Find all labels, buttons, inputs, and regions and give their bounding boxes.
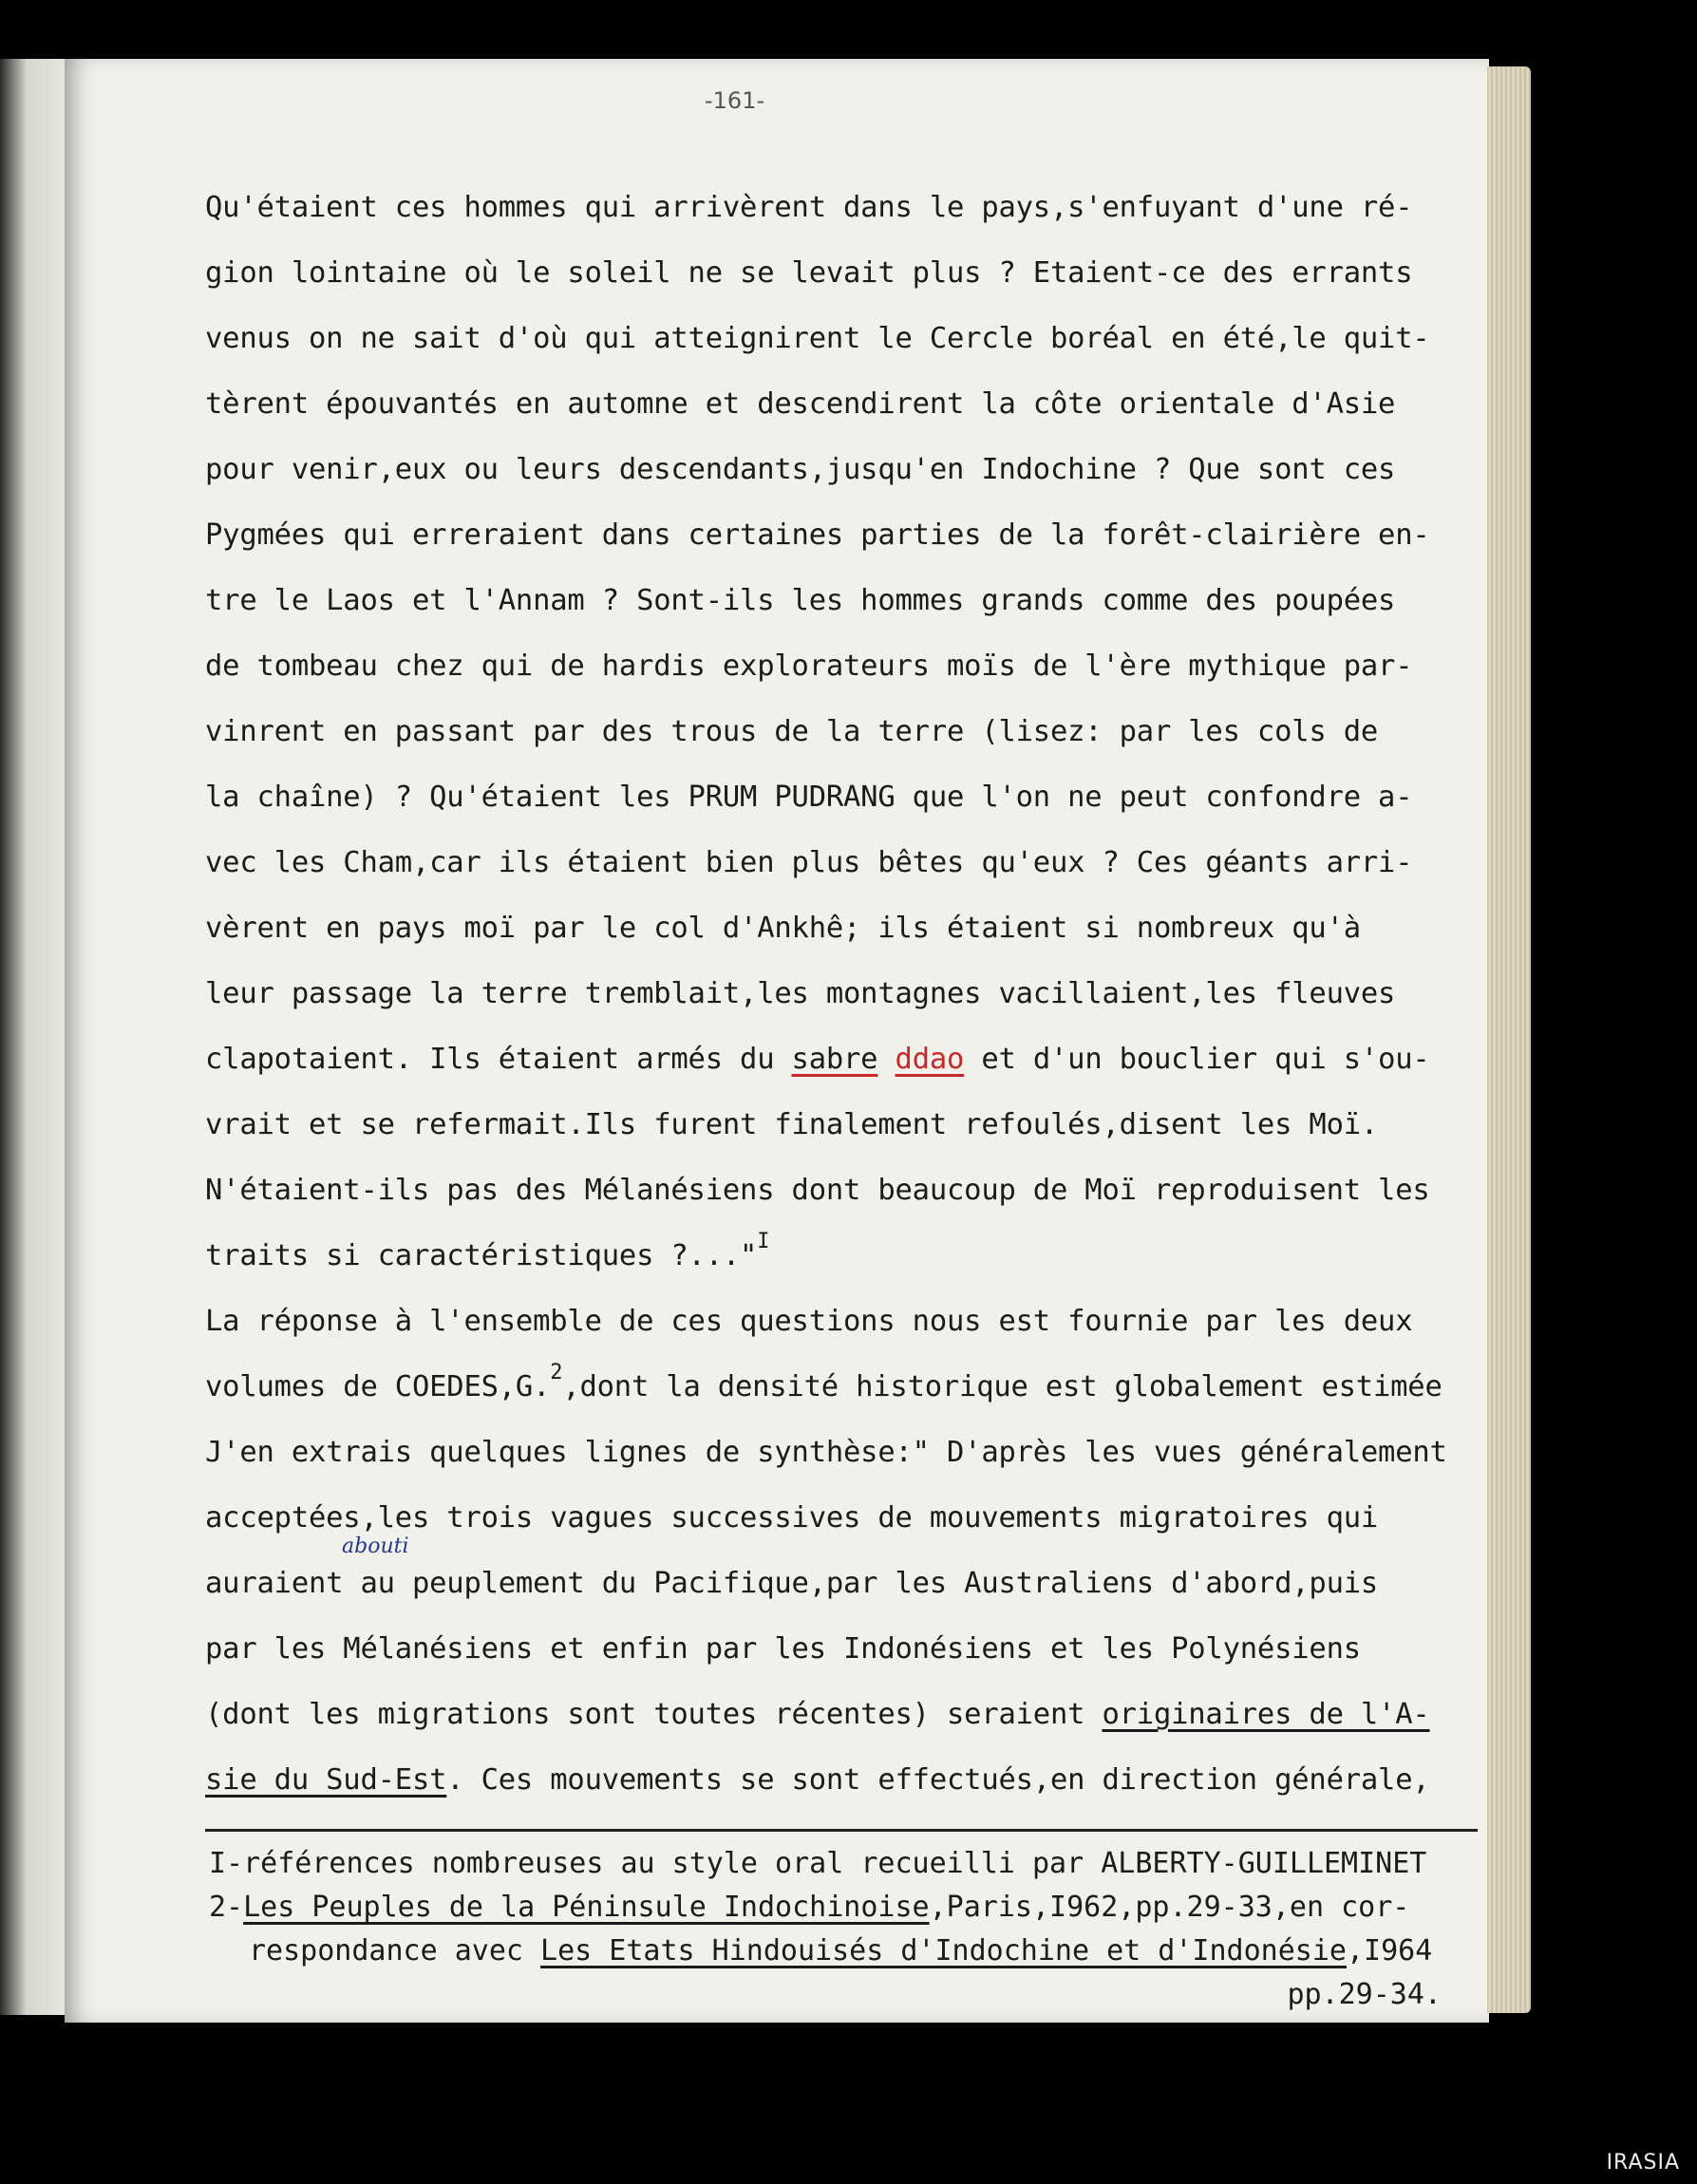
handwritten-annotation: abouti — [342, 1534, 409, 1558]
footnote-separator — [205, 1829, 1478, 1832]
footnote-1: I-références nombreuses au style oral recueilli par ALBERTY-GUILLEMINET — [209, 1847, 1427, 1880]
footnote-2-continued — [209, 1930, 1489, 1973]
page-number: -161- — [705, 87, 765, 114]
text-line: la chaîne) ? Qu'étaient les PRUM PUDRANG que l'on ne peut confondre a- — [205, 781, 1413, 814]
footnote-2-pages: pp.29-34. — [1287, 1978, 1442, 2011]
text-line: tèrent épouvantés en automne et descendirent la côte orientale d'Asie — [205, 387, 1396, 421]
footnotes — [209, 1842, 1489, 2017]
text-line: J'en extrais quelques lignes de synthèse:" D'après les vues généralement — [205, 1436, 1447, 1469]
text-segment: (dont les migrations sont toutes récentes) seraient — [205, 1698, 1103, 1731]
text-segment: volumes de COEDES,G. — [205, 1370, 551, 1403]
text-segment: traits si caractéristiques ?..." — [205, 1239, 758, 1272]
left-page-edge — [0, 59, 66, 2015]
book-title: Les Peuples de la Péninsule Indochinoise — [243, 1891, 930, 1924]
underlined-text: sie du Sud-Est — [205, 1763, 447, 1797]
text-segment: . Ces mouvements se sont effectués,en direction générale, — [446, 1763, 1430, 1797]
text-line — [205, 1682, 1485, 1747]
text-line: vrait et se refermait.Ils furent finalement refoulés,disent les Moï. — [205, 1108, 1379, 1141]
text-line: Pygmées qui erreraient dans certaines parties de la forêt-clairière en- — [205, 518, 1430, 552]
footnote-marker: 2 — [550, 1361, 563, 1384]
text-line — [205, 1223, 1485, 1289]
corrected-word: sabre — [791, 1043, 878, 1076]
text-line — [205, 1354, 1485, 1420]
text-line: pour venir,eux ou leurs descendants,jusqu'en Indochine ? Que sont ces — [205, 453, 1396, 486]
footnote-2 — [209, 1886, 1489, 1930]
text-line: par les Mélanésiens et enfin par les Indonésiens et les Polynésiens — [205, 1632, 1361, 1666]
text-line: gion lointaine où le soleil ne se levait plus ? Etaient-ce des errants — [205, 256, 1413, 290]
text-line: vèrent en pays moï par le col d'Ankhê; ils étaient si nombreux qu'à — [205, 912, 1361, 945]
text-segment: ,I964 — [1346, 1934, 1433, 1967]
book-title: Les Etats Hindouisés d'Indochine et d'Indonésie — [540, 1934, 1347, 1967]
text-segment: clapotaient. Ils étaient armés du — [205, 1043, 792, 1076]
footnote-marker: I — [757, 1230, 770, 1253]
text-line: N'étaient-ils pas des Mélanésiens dont beaucoup de Moï reproduisent les — [205, 1174, 1430, 1207]
text-line: vinrent en passant par des trous de la terre (lisez: par les cols de — [205, 715, 1379, 748]
text-line-with-correction — [205, 1026, 1485, 1092]
watermark: IRASIA — [1606, 2151, 1680, 2175]
text-segment: et d'un bouclier qui s'ou- — [964, 1043, 1430, 1076]
underlined-text: originaires de l'A- — [1102, 1698, 1430, 1731]
red-correction: ddao — [895, 1043, 965, 1076]
text-segment: ,Paris,I962,pp.29-33,en cor- — [929, 1891, 1410, 1924]
text-line: acceptées,les trois vagues successives de mouvements migratoires qui — [205, 1501, 1379, 1534]
text-line: venus on ne sait d'où qui atteignirent le Cercle boréal en été,le quit- — [205, 322, 1430, 355]
text-line: leur passage la terre tremblait,les montagnes vacillaient,les fleuves — [205, 977, 1396, 1010]
text-segment: respondance avec — [249, 1934, 541, 1967]
body-text — [205, 175, 1485, 1813]
page-stack-edge — [1487, 66, 1531, 2013]
text-line: tre le Laos et l'Annam ? Sont-ils les hommes grands comme des poupées — [205, 584, 1396, 617]
text-line: Qu'étaient ces hommes qui arrivèrent dans le pays,s'enfuyant d'une ré- — [205, 191, 1413, 224]
text-line: auraient au peuplement du Pacifique,par les Australiens d'abord,puis — [205, 1567, 1379, 1600]
text-line: La réponse à l'ensemble de ces questions nous est fournie par les deux — [205, 1305, 1413, 1338]
footnote-number: 2- — [209, 1891, 244, 1924]
text-line: de tombeau chez qui de hardis explorateurs moïs de l'ère mythique par- — [205, 650, 1413, 683]
text-line: vec les Cham,car ils étaient bien plus bêtes qu'eux ? Ces géants arri- — [205, 846, 1413, 879]
text-line — [205, 1747, 1485, 1813]
text-segment: ,dont la densité historique est globalement estimée — [562, 1370, 1442, 1403]
